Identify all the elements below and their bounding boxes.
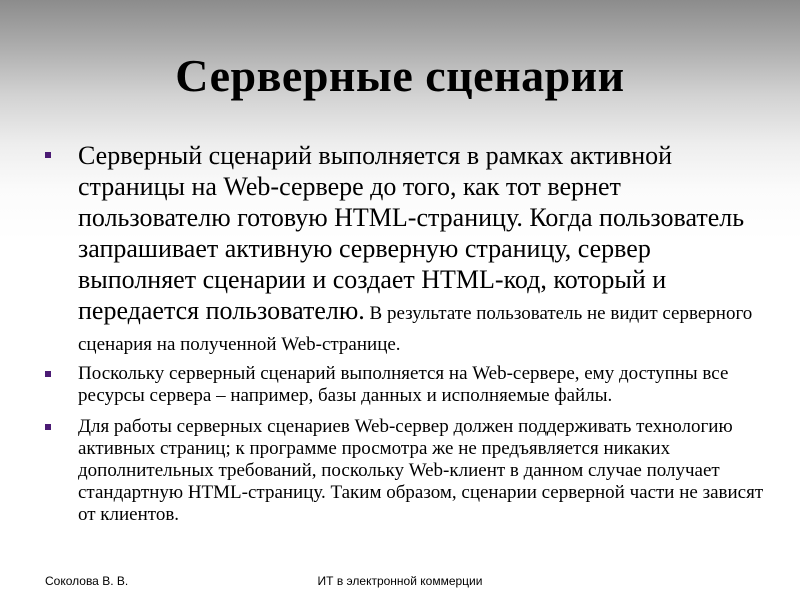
square-bullet-icon bbox=[45, 152, 51, 158]
bullet-item bbox=[45, 140, 770, 357]
footer-course: ИТ в электронной коммерции bbox=[317, 574, 483, 588]
square-bullet-icon bbox=[45, 424, 51, 430]
bullet-text-tail: В результате пользователь не видит серверного сценария на полученной Web-странице. bbox=[78, 303, 753, 355]
square-bullet-icon bbox=[45, 371, 51, 377]
bullet-list bbox=[45, 140, 770, 526]
bullet-item bbox=[45, 363, 770, 407]
bullet-text-main: Серверный сценарий выполняется в рамках активной страницы на Web-сервере до того, как тот вернет пользователю готовую HTML-страницу. Когда пользователь запрашивает активную серверную страницу, сервер выполняет сценарии и создает HTML-код, который и передается пользователю. bbox=[78, 141, 745, 325]
bullet-text: Поскольку серверный сценарий выполняется на Web-сервере, ему доступны все ресурсы сервера – например, базы данных и исполняемые файлы. bbox=[78, 363, 729, 406]
bullet-text: Для работы серверных сценариев Web-сервер должен поддерживать технологию активных страниц; к программе просмотра же не предъявляется никаких дополнительных требований, поскольку Web-клиент в данном случае получает стандартную HTML-страницу. Таким образом, сценарии серверной части не зависят от клиентов. bbox=[78, 416, 764, 525]
slide-title: Серверные сценарии bbox=[175, 50, 625, 101]
bullet-item bbox=[45, 416, 770, 526]
footer-author: Соколова В. В. bbox=[45, 574, 129, 588]
